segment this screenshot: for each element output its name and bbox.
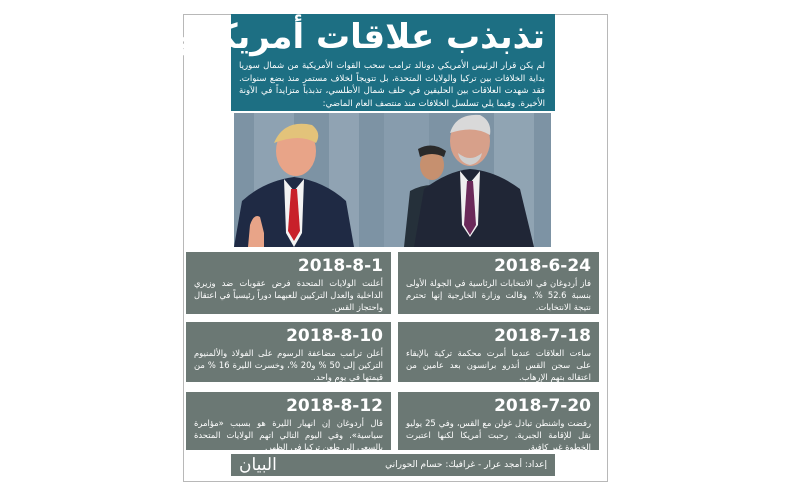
timeline-text: قال أردوغان إن انهيار الليرة هو بسبب «مؤامرة سياسية». وفي اليوم التالي اتهم الولايات المتحدة بالسعي إلى طعن تركيا في الظهر. bbox=[194, 418, 383, 452]
timeline-card bbox=[186, 392, 391, 450]
timeline-date: 2018-7-18 bbox=[494, 326, 591, 346]
timeline-text: فاز أردوغان في الانتخابات الرئاسية في الجولة الأولى بنسبة 52.6 %. وقالت وزارة الخارجية إنها تحترم نتيجة الانتخابات. bbox=[406, 278, 591, 312]
timeline-card bbox=[398, 322, 599, 382]
timeline-card bbox=[186, 322, 391, 382]
footer-bar bbox=[231, 454, 555, 476]
credits-text: إعداد: أمجد عرار - غرافيك: حسام الحوراني bbox=[385, 460, 547, 470]
timeline-text: رفضت واشنطن تبادل غولن مع القس، وفي 25 يوليو نقل للإقامة الجبرية. رحبت أمريكا لكنها اعتبرت الخطوة غير كافية. bbox=[406, 418, 591, 452]
leaders-photo bbox=[234, 113, 551, 247]
timeline-text: أعلنت الولايات المتحدة فرض عقوبات ضد وزيري الداخلية والعدل التركيين للعبهما دوراً رئيسياً في اعتقال واحتجاز القس. bbox=[194, 278, 383, 312]
timeline-date: 2018-8-12 bbox=[286, 396, 383, 416]
timeline-date: 2018-8-10 bbox=[286, 326, 383, 346]
publisher-logo: البيان bbox=[239, 455, 277, 475]
timeline-card bbox=[398, 252, 599, 314]
infographic-title: تذبذب علاقات أمريكا وتركيا bbox=[91, 17, 545, 57]
leaders-photo-icon bbox=[234, 113, 551, 247]
timeline-date: 2018-8-1 bbox=[297, 256, 383, 276]
intro-paragraph: لم يكن قرار الرئيس الأمريكي دونالد ترامب سحب القوات الأمريكية من شمال سوريا بداية الخلافات بين تركيا والولايات المتحدة، بل تتويجاً لخلاف مستمر منذ بضع سنوات. فقد شهدت العلاقات بين الحليفين في حلف شمال الأطلسي، تذبذباً متزايداً في الآونة الأخيرة. وفيما يلي تسلسل الخلافات منذ منتصف العام الماضي: bbox=[239, 61, 545, 109]
timeline-date: 2018-6-24 bbox=[494, 256, 591, 276]
timeline-card bbox=[398, 392, 599, 450]
timeline-card bbox=[186, 252, 391, 314]
timeline-text: ساءت العلاقات عندما أمرت محكمة تركية بالإبقاء على سجن القس أندرو برانسون بعد عامين من اعتقاله بتهم الإرهاب. bbox=[406, 348, 591, 382]
timeline-date: 2018-7-20 bbox=[494, 396, 591, 416]
header-panel bbox=[91, 14, 555, 111]
timeline-text: أعلن ترامب مضاعفة الرسوم على الفولاذ والألمنيوم التركين إلى 50 % و20 %، وخسرت الليرة 16 % من قيمتها في يوم واحد. bbox=[194, 348, 383, 382]
